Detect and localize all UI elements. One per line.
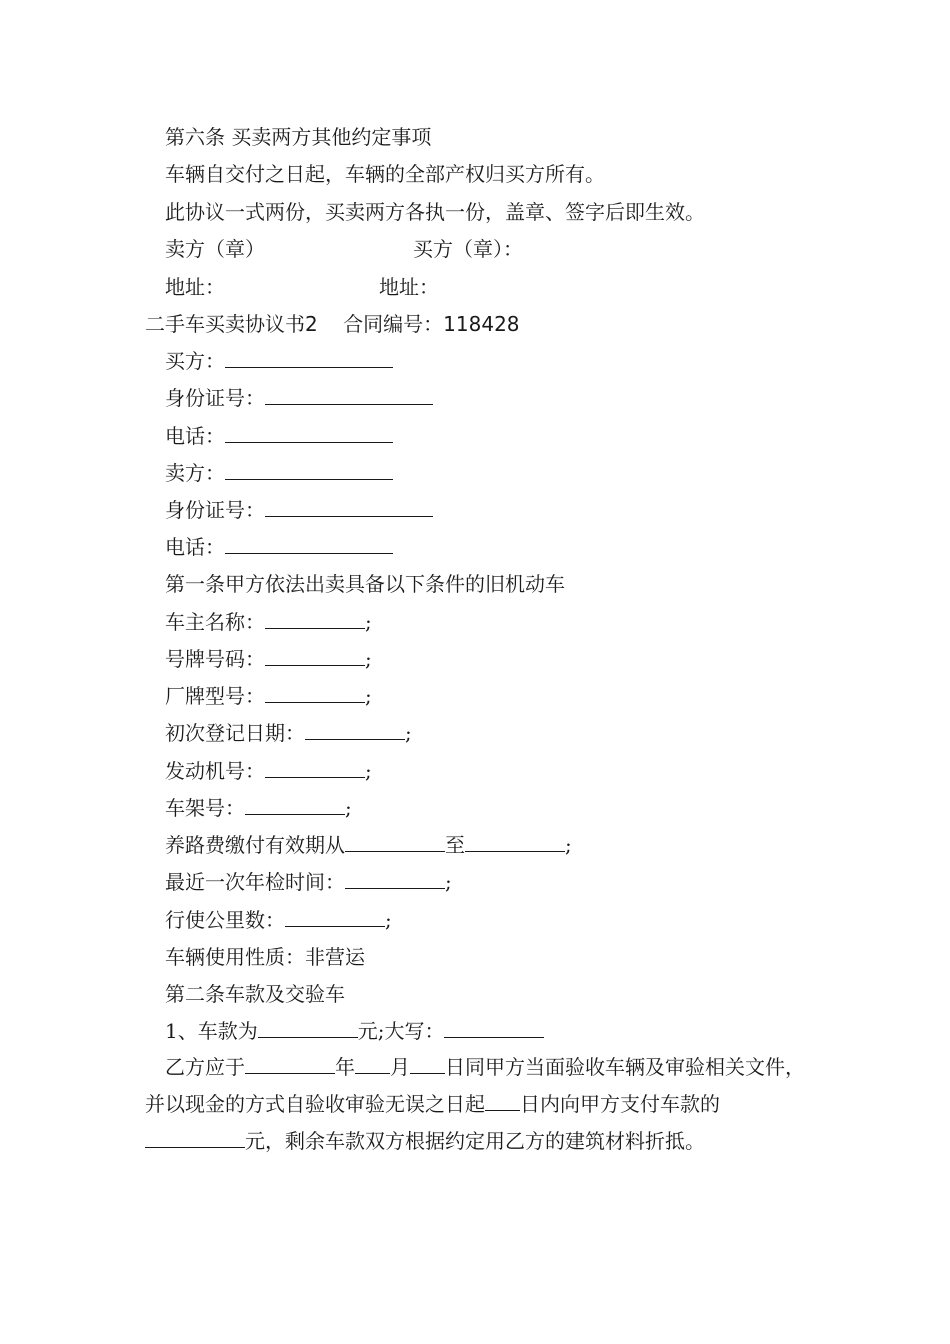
road-fee-row <box>165 831 572 859</box>
payment-paragraph <box>145 1049 810 1160</box>
road-fee-from-blank[interactable] <box>345 831 445 852</box>
first-reg-blank[interactable] <box>305 719 405 740</box>
para-year: 年 <box>335 1055 355 1079</box>
copies-clause: 此协议一式两份，买卖两方各执一份，盖章、签字后即生效。 <box>165 200 705 224</box>
brand-model-label: 厂牌型号： <box>165 684 265 708</box>
month-blank[interactable] <box>355 1053 390 1074</box>
seller-seal-label: 卖方（章） <box>165 237 265 261</box>
last-inspection-blank[interactable] <box>345 868 445 889</box>
day-blank[interactable] <box>410 1053 445 1074</box>
mileage-label: 行使公里数： <box>165 908 285 932</box>
brand-model-row <box>165 682 372 710</box>
usage-row: 车辆使用性质：非营运 <box>165 945 365 969</box>
engine-no-row <box>165 757 372 785</box>
contract-no-label: 合同编号： <box>343 312 444 336</box>
seller-blank[interactable] <box>225 459 393 480</box>
seller-id-row <box>165 496 433 524</box>
semicolon: ; <box>345 796 352 820</box>
price-row <box>165 1017 544 1045</box>
buyer-id-blank[interactable] <box>265 384 433 405</box>
price-prefix-label: 1、车款为 <box>165 1019 258 1043</box>
frame-no-label: 车架号： <box>165 796 245 820</box>
brand-model-blank[interactable] <box>265 682 365 703</box>
amount-blank[interactable] <box>145 1127 245 1148</box>
seller-row <box>165 459 393 487</box>
last-inspection-label: 最近一次年检时间： <box>165 870 345 894</box>
seller-phone-row <box>165 533 393 561</box>
road-fee-to-blank[interactable] <box>465 831 565 852</box>
contract-no-value: 118428 <box>443 312 520 336</box>
first-reg-row <box>165 719 412 747</box>
owner-name-blank[interactable] <box>265 608 365 629</box>
buyer-blank[interactable] <box>225 347 393 368</box>
year-blank[interactable] <box>245 1053 335 1074</box>
last-inspection-row <box>165 868 452 896</box>
days-blank[interactable] <box>485 1090 520 1111</box>
semicolon: ; <box>365 647 372 671</box>
semicolon: ; <box>365 610 372 634</box>
semicolon: ; <box>365 684 372 708</box>
frame-no-blank[interactable] <box>245 794 345 815</box>
plate-no-row <box>165 645 372 673</box>
seller-label: 卖方： <box>165 461 225 485</box>
plate-no-blank[interactable] <box>265 645 365 666</box>
price-words-blank[interactable] <box>444 1017 544 1038</box>
owner-name-label: 车主名称： <box>165 610 265 634</box>
semicolon: ; <box>405 721 412 745</box>
para-b: 日同甲方当面验收车辆及审验相关文件，并以现金的方式自验收审验无误之日起 <box>145 1055 805 1116</box>
engine-no-blank[interactable] <box>265 757 365 778</box>
address-left-label: 地址： <box>165 275 225 299</box>
buyer-label: 买方： <box>165 349 225 373</box>
para-month: 月 <box>390 1055 410 1079</box>
semicolon: ; <box>565 833 572 857</box>
semicolon: ; <box>365 759 372 783</box>
plate-no-label: 号牌号码： <box>165 647 265 671</box>
article2-heading: 第二条车款及交验车 <box>165 982 345 1006</box>
frame-no-row <box>165 794 352 822</box>
para-d: 元，剩余车款双方根据约定用乙方的建筑材料折抵。 <box>245 1129 705 1153</box>
buyer-phone-row <box>165 422 393 450</box>
seller-phone-blank[interactable] <box>225 533 393 554</box>
buyer-phone-label: 电话： <box>165 424 225 448</box>
para-a: 乙方应于 <box>165 1055 245 1079</box>
article1-heading: 第一条甲方依法出卖具备以下条件的旧机动车 <box>165 572 565 596</box>
first-reg-label: 初次登记日期： <box>165 721 305 745</box>
ownership-clause: 车辆自交付之日起，车辆的全部产权归买方所有。 <box>165 162 605 186</box>
buyer-row <box>165 347 393 375</box>
contract-title: 二手车买卖协议书 <box>145 312 305 336</box>
article6-heading: 第六条 买卖两方其他约定事项 <box>165 125 432 149</box>
seller-id-label: 身份证号： <box>165 498 265 522</box>
seller-id-blank[interactable] <box>265 496 433 517</box>
contract2-title-row <box>145 310 520 338</box>
owner-name-row <box>165 608 372 636</box>
para-c: 日内向甲方支付车款的 <box>520 1092 720 1116</box>
road-fee-to-label: 至 <box>445 833 465 857</box>
semicolon: ; <box>445 870 452 894</box>
buyer-seal-label: 买方（章）： <box>413 237 523 261</box>
buyer-id-label: 身份证号： <box>165 386 265 410</box>
seal-row <box>165 235 523 263</box>
buyer-phone-blank[interactable] <box>225 422 393 443</box>
buyer-id-row <box>165 384 433 412</box>
seller-phone-label: 电话： <box>165 535 225 559</box>
road-fee-from-label: 养路费缴付有效期从 <box>165 833 345 857</box>
price-unit-label: 元;大写： <box>357 1019 445 1043</box>
address-right-label: 地址： <box>379 275 439 299</box>
price-blank[interactable] <box>258 1017 358 1038</box>
semicolon: ; <box>385 908 392 932</box>
engine-no-label: 发动机号： <box>165 759 265 783</box>
address-row <box>165 273 439 301</box>
mileage-blank[interactable] <box>285 906 385 927</box>
mileage-row <box>165 906 392 934</box>
contract-number-prefix: 2 <box>305 312 318 336</box>
